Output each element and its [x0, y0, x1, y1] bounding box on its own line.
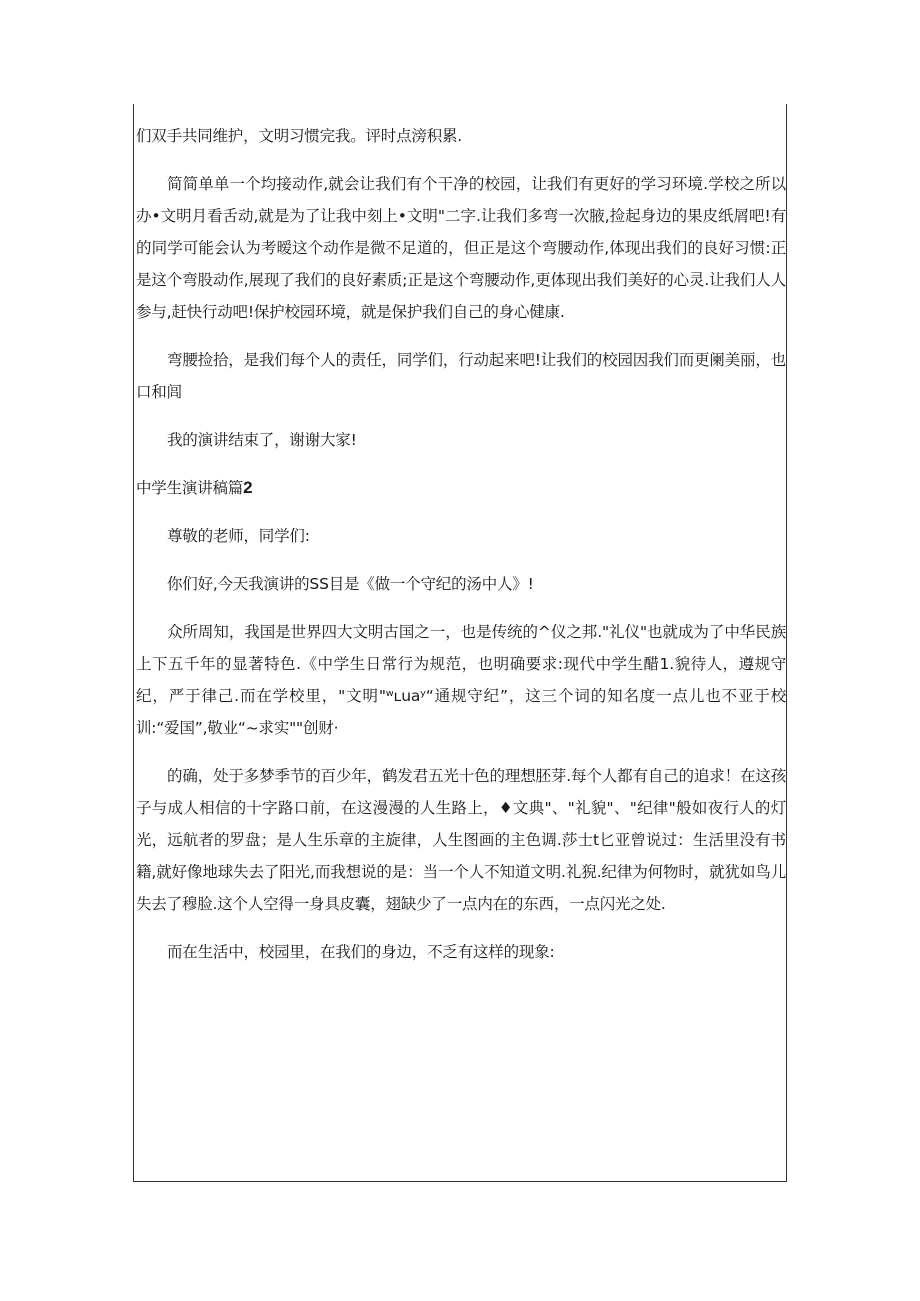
paragraph: 的确，处于多梦季节的百少年，鹤发君五光十色的理想胚芽.每个人都有自己的追求！在这孩子与成人相信的十字路口前，在这漫漫的人生路上，♦文典"、"礼貌"、"纪律"般如夜行人的灯光，远航者的罗盘；是人生乐章的主旋律，人生图画的主色调.莎士t匕亚曾说过：生活里没有书籍,就好像地球失去了阳光,而我想说的是：当一个人不知道文明.礼猊.纪律为何物时，就犹如鸟儿失去了穆脸.这个人空得一身具皮囊，翅缺少了一点内在的东西，一点闪光之处.: [136, 767, 786, 913]
section-heading-text: 中学生演讲稿篇: [136, 479, 244, 497]
paragraph: 弯腰捡拾，是我们每个人的责任，同学们，行动起来吧!让我们的校园因我们而更阑美丽，也口和闾: [136, 351, 786, 401]
section-heading: [136, 472, 786, 504]
paragraph: 众所周知，我国是世界四大文明古国之一，也是传统的^仪之邦."礼仪"也就成为了中华民族上下五千年的显著特色.《中学生日常行为规范，也明确要求:现代中学生醋1.貌待人，遵规守纪，严于律己.而在学校里，"文明"ʷʟuaʸ“通规守纪”，这三个词的知名度一点儿也不亚于校训:“爱国”,敬业“~求实""创财·: [136, 623, 786, 737]
paragraph: 尊敬的老师，同学们:: [167, 527, 310, 545]
document-body: [136, 120, 786, 984]
paragraph: 而在生活中，校园里，在我们的身边，不乏有这样的现象:: [167, 943, 555, 961]
paragraph: 我的演讲结束了，谢谢大家!: [167, 431, 357, 449]
paragraph: 简简单单一个均接动作,就会让我们有个干净的校园，让我们有更好的学习环境.学校之所以办•文明月看舌动,就是为了让我中刻上•文明"二字.让我们多弯一次腋,捡起身边的果皮纸屑吧!有的同学可能会认为考暧这个动作是微不足道的，但正是这个弯腰动作,体现出我们的良好习惯:正是这个弯股动作,展现了我们的良好素质;正是这个弯腰动作,更体现出我们美好的心灵.让我们人人参与,赶快行动吧!保护校园环境，就是保护我们自己的身心健康.: [136, 175, 786, 321]
paragraph: 你们好,今天我演讲的SS目是《做一个守纪的汤中人》!: [167, 575, 534, 593]
section-heading-number: 2: [243, 478, 253, 497]
paragraph: 们双手共同维护，文明习惯完我。评时点滂积累.: [136, 127, 463, 145]
